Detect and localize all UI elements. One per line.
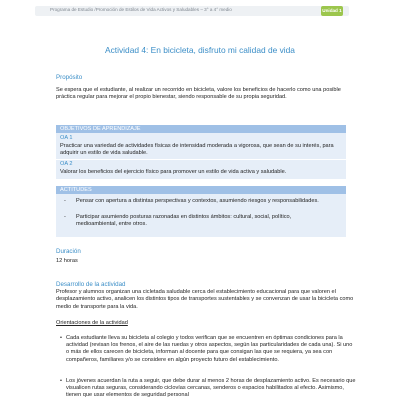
actitudes-box bbox=[56, 186, 346, 237]
desarrollo-heading: Desarrollo de la actividad bbox=[56, 281, 126, 288]
actitud-text: Participar asumiendo posturas razonadas en distintos ámbitos: cultural, social, político, medioambiental, entre otros. bbox=[76, 214, 292, 227]
actitud-item bbox=[64, 214, 332, 228]
oa2-text: Valorar los beneficios del ejercicio físico para promover un estilo de vida activa y saludable. bbox=[60, 169, 287, 175]
duracion-heading: Duración bbox=[56, 248, 81, 255]
proposito-heading: Propósito bbox=[56, 74, 83, 81]
activity-title: Actividad 4: En bicicleta, disfruto mi calidad de vida bbox=[105, 45, 295, 55]
orientacion-item bbox=[60, 378, 356, 400]
oa1-text: Practicar una variedad de actividades físicas de intensidad moderada a vigorosa, que sean de su interés, para adquirir un estilo de vida saludable. bbox=[60, 143, 334, 156]
oa-divider bbox=[56, 159, 346, 160]
orientacion-item bbox=[60, 335, 356, 364]
bullet-dot: • bbox=[60, 378, 62, 384]
desarrollo-text: Profesor y alumnos organizan una cicletada saludable cerca del establecimiento educacional para que valoren el desplazamiento activo, analicen los distintos tipos de transportes sustentables y se convenzan de usar la bicicleta como medio de transporte para la vida. bbox=[56, 289, 354, 310]
oa2-label: OA 2 bbox=[60, 161, 73, 167]
dash-bullet: - bbox=[64, 214, 66, 220]
actitudes-heading: ACTITUDES bbox=[56, 186, 346, 194]
duracion-value: 12 horas bbox=[56, 258, 78, 264]
proposito-text: Se espera que el estudiante, al realizar un recorrido en bicicleta, valore los beneficios de hacerlo como una posible práctica regular para mejorar el propio bienestar, siendo responsable de su propia seguridad. bbox=[56, 87, 341, 101]
program-header-text: Programa de Estudio /Promoción de Estilos de Vida Activos y Saludables – 3° a 4° medio bbox=[50, 7, 232, 12]
actitud-item bbox=[64, 198, 332, 205]
dash-bullet: - bbox=[64, 198, 66, 204]
oa1-label: OA 1 bbox=[60, 135, 73, 141]
bullet-dot: • bbox=[60, 335, 62, 341]
objetivos-box bbox=[56, 125, 346, 179]
actitud-text: Pensar con apertura a distintas perspectivas y contextos, asumiendo riesgos y responsabilidades. bbox=[76, 198, 319, 204]
orientaciones-heading: Orientaciones de la actividad bbox=[56, 320, 128, 326]
unit-badge: Unidad 1 bbox=[321, 6, 343, 16]
orientacion-text: Los jóvenes acuerdan la ruta a seguir, que debe durar al menos 2 horas de desplazamiento activo. Es necesario que visualicen rutas seguras, considerando ciclovías cercanas, senderos o espacios habilitados al efecto. Asimismo, tienen que usar elementos de seguridad personal bbox=[66, 378, 356, 399]
orientacion-text: Cada estudiante lleva su bicicleta al colegio y todos verifican que se encuentren en óptimas condiciones para la actividad (revisan los frenos, el aire de las ruedas y otros aspectos, según las particularidades de cada una). Si uno o más de ellos carecen de bicicleta, informan al docente para que consigan las que se requiera, ya sea con compañeros, familiares y/o se considere en algún proyecto futuro del establecimiento. bbox=[66, 335, 353, 363]
objetivos-heading: OBJETIVOS DE APRENDIZAJE bbox=[56, 125, 346, 133]
